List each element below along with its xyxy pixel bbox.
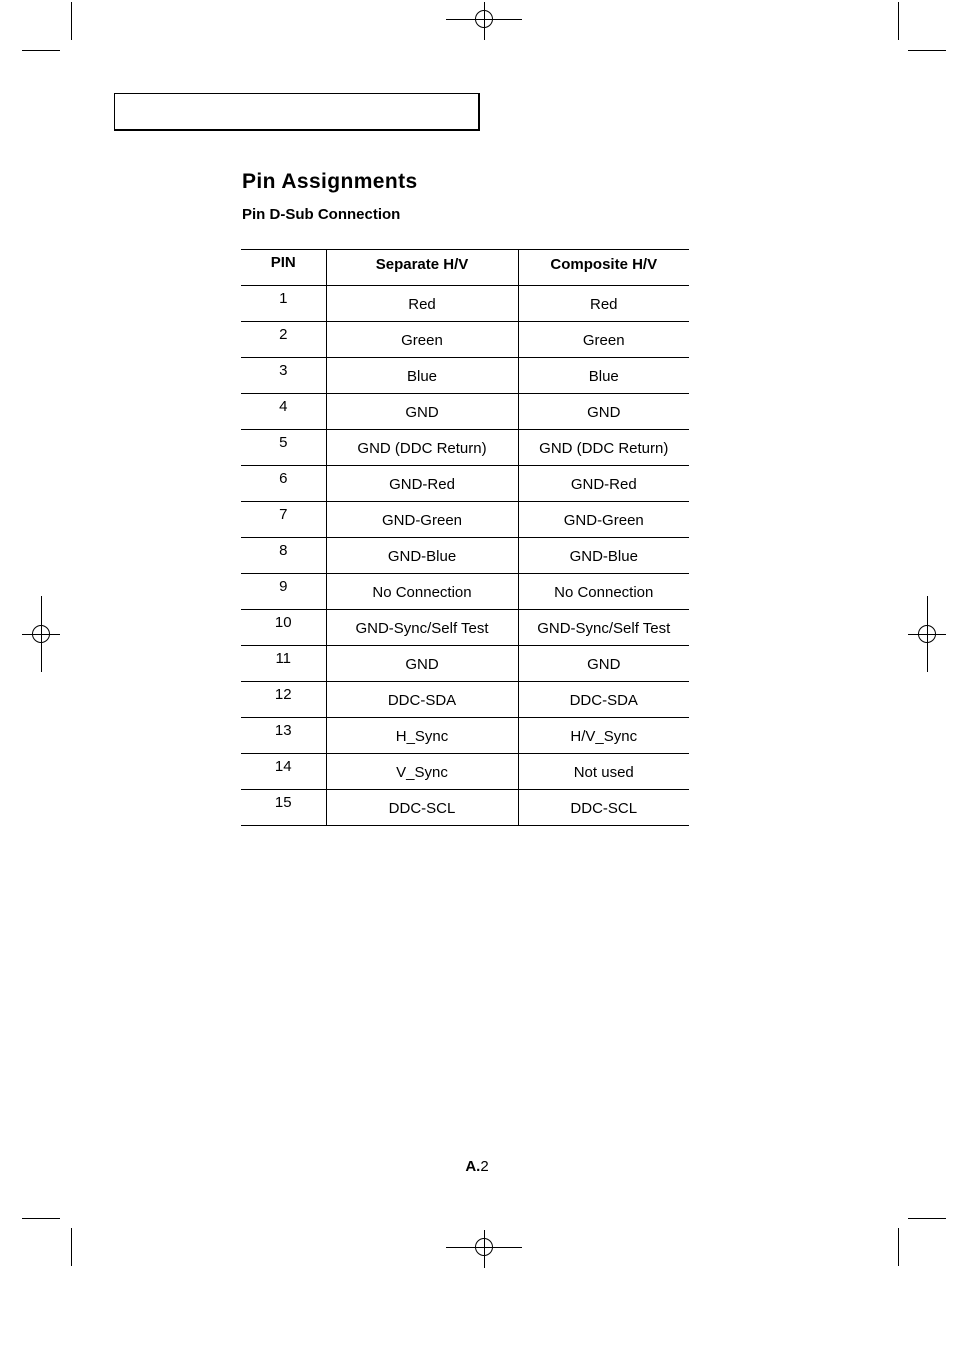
registration-circle-icon bbox=[475, 1238, 493, 1256]
page-number bbox=[0, 1158, 954, 1175]
cell-composite: GND-Green bbox=[518, 502, 689, 538]
table-row bbox=[241, 394, 689, 430]
table-row bbox=[241, 646, 689, 682]
crop-mark bbox=[898, 1228, 899, 1266]
crop-mark bbox=[908, 50, 946, 51]
cell-separate: V_Sync bbox=[326, 754, 518, 790]
cell-separate: GND-Green bbox=[326, 502, 518, 538]
cell-composite: GND-Sync/Self Test bbox=[518, 610, 689, 646]
table-row bbox=[241, 430, 689, 466]
table-row bbox=[241, 322, 689, 358]
crop-mark bbox=[22, 1218, 60, 1219]
registration-circle-icon bbox=[32, 625, 50, 643]
cell-composite: Not used bbox=[518, 754, 689, 790]
crop-mark bbox=[908, 1218, 946, 1219]
crop-mark bbox=[898, 2, 899, 40]
cell-separate: H_Sync bbox=[326, 718, 518, 754]
column-header-composite: Composite H/V bbox=[518, 250, 689, 286]
cell-pin: 8 bbox=[241, 538, 326, 574]
cell-separate: GND-Sync/Self Test bbox=[326, 610, 518, 646]
page-title: Pin Assignments bbox=[242, 170, 418, 193]
table-row bbox=[241, 682, 689, 718]
table-header bbox=[241, 250, 689, 286]
header-box bbox=[114, 93, 480, 131]
cell-pin: 11 bbox=[241, 646, 326, 682]
cell-pin: 1 bbox=[241, 286, 326, 322]
crop-mark bbox=[71, 1228, 72, 1266]
table-row bbox=[241, 754, 689, 790]
cell-composite: GND bbox=[518, 646, 689, 682]
table-row bbox=[241, 286, 689, 322]
table-row bbox=[241, 574, 689, 610]
cell-pin: 6 bbox=[241, 466, 326, 502]
cell-pin: 2 bbox=[241, 322, 326, 358]
cell-composite: H/V_Sync bbox=[518, 718, 689, 754]
table-body bbox=[241, 286, 689, 826]
cell-separate: GND (DDC Return) bbox=[326, 430, 518, 466]
cell-pin: 7 bbox=[241, 502, 326, 538]
cell-separate: DDC-SCL bbox=[326, 790, 518, 826]
table-row bbox=[241, 358, 689, 394]
page-number-value: 2 bbox=[480, 1158, 489, 1175]
cell-separate: GND bbox=[326, 394, 518, 430]
cell-separate: Red bbox=[326, 286, 518, 322]
cell-pin: 9 bbox=[241, 574, 326, 610]
cell-composite: GND bbox=[518, 394, 689, 430]
table-row bbox=[241, 718, 689, 754]
crop-mark bbox=[22, 50, 60, 51]
cell-composite: Green bbox=[518, 322, 689, 358]
cell-separate: No Connection bbox=[326, 574, 518, 610]
section-subtitle: Pin D-Sub Connection bbox=[242, 206, 401, 223]
table-row bbox=[241, 466, 689, 502]
cell-separate: Blue bbox=[326, 358, 518, 394]
registration-circle-icon bbox=[475, 10, 493, 28]
cell-separate: GND bbox=[326, 646, 518, 682]
cell-pin: 14 bbox=[241, 754, 326, 790]
cell-composite: GND (DDC Return) bbox=[518, 430, 689, 466]
cell-separate: Green bbox=[326, 322, 518, 358]
cell-composite: GND-Red bbox=[518, 466, 689, 502]
pin-assignment-table bbox=[241, 249, 689, 826]
cell-composite: Red bbox=[518, 286, 689, 322]
cell-separate: GND-Blue bbox=[326, 538, 518, 574]
cell-pin: 4 bbox=[241, 394, 326, 430]
column-header-pin: PIN bbox=[241, 250, 326, 286]
crop-mark bbox=[71, 2, 72, 40]
table-row bbox=[241, 610, 689, 646]
cell-composite: Blue bbox=[518, 358, 689, 394]
page-number-prefix: A. bbox=[465, 1158, 481, 1175]
cell-separate: GND-Red bbox=[326, 466, 518, 502]
column-header-separate: Separate H/V bbox=[326, 250, 518, 286]
cell-composite: DDC-SDA bbox=[518, 682, 689, 718]
table-row bbox=[241, 502, 689, 538]
cell-pin: 10 bbox=[241, 610, 326, 646]
cell-pin: 3 bbox=[241, 358, 326, 394]
cell-pin: 12 bbox=[241, 682, 326, 718]
cell-separate: DDC-SDA bbox=[326, 682, 518, 718]
table-row bbox=[241, 790, 689, 826]
cell-pin: 5 bbox=[241, 430, 326, 466]
cell-pin: 15 bbox=[241, 790, 326, 826]
registration-circle-icon bbox=[918, 625, 936, 643]
table-header-row bbox=[241, 250, 689, 286]
cell-pin: 13 bbox=[241, 718, 326, 754]
cell-composite: GND-Blue bbox=[518, 538, 689, 574]
cell-composite: No Connection bbox=[518, 574, 689, 610]
cell-composite: DDC-SCL bbox=[518, 790, 689, 826]
table-row bbox=[241, 538, 689, 574]
